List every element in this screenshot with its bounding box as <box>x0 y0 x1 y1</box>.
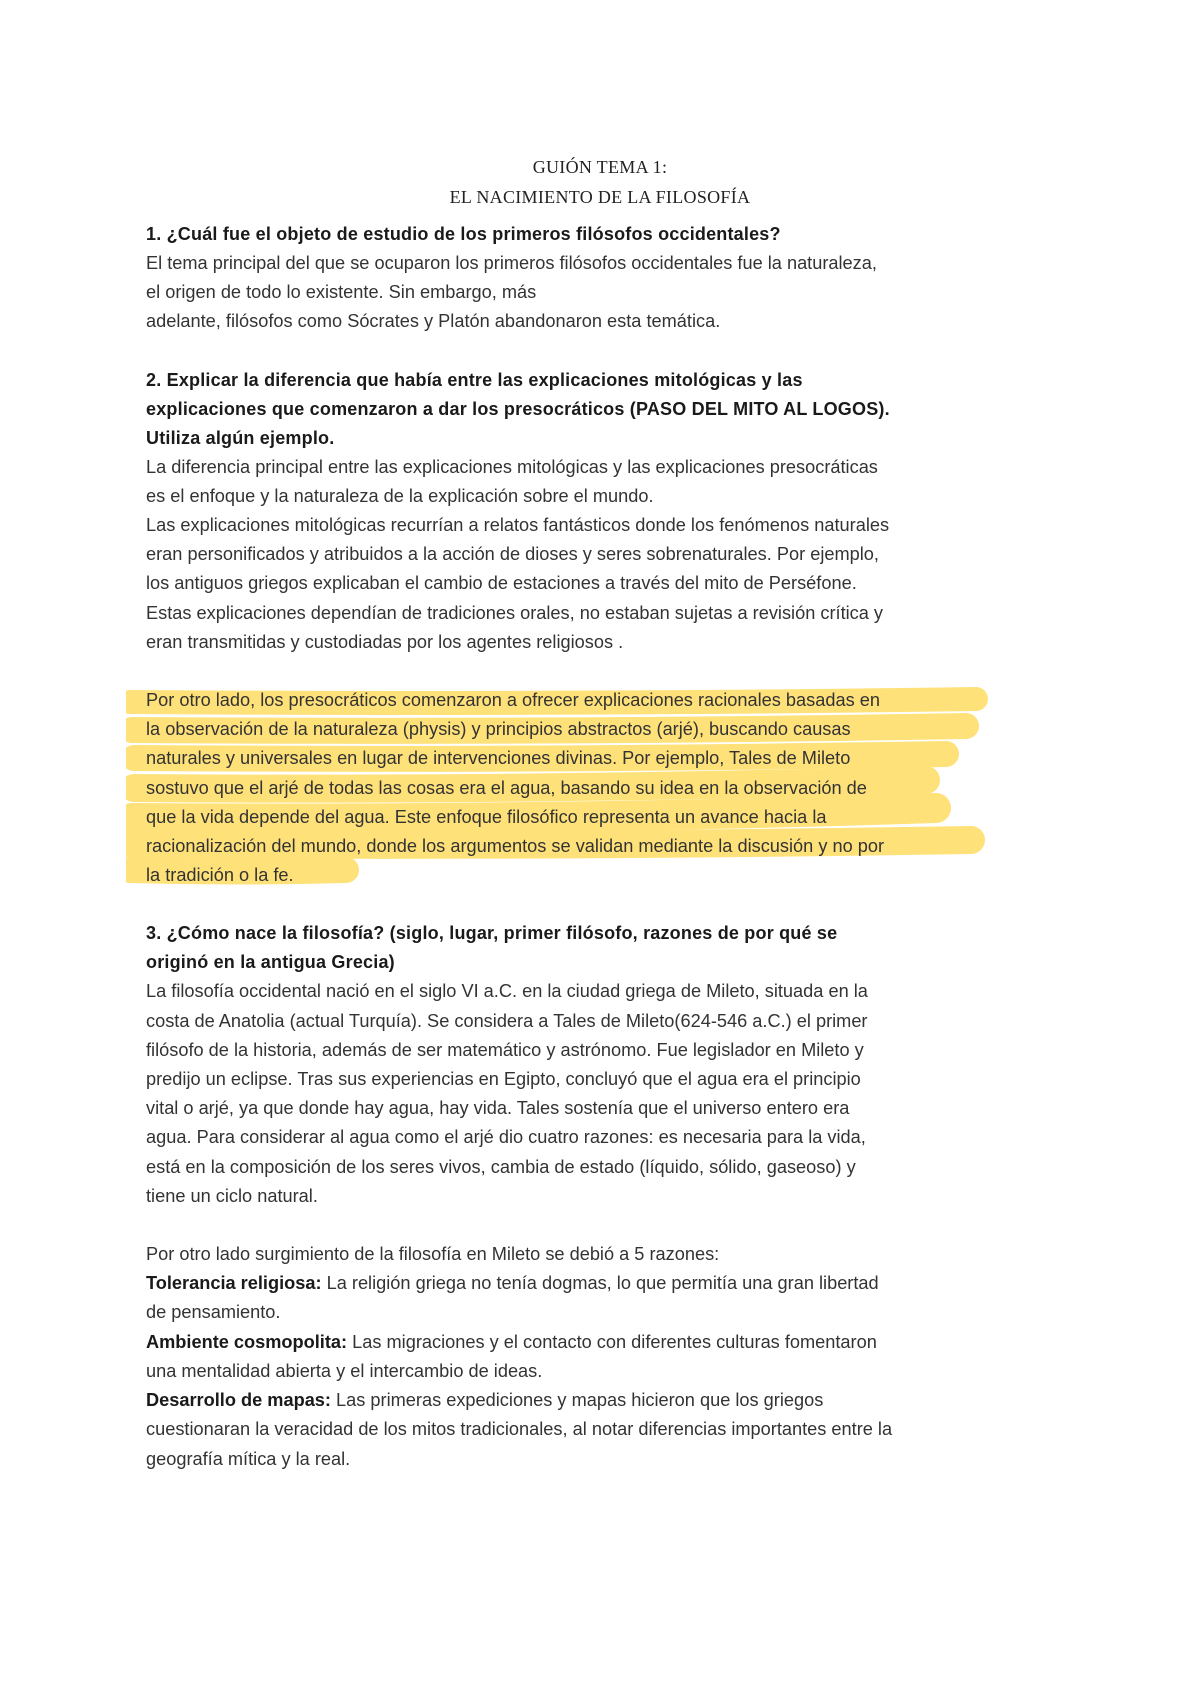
reason-text-line: una mentalidad abierta y el intercambio de ideas. <box>146 1360 543 1381</box>
document-content <box>146 152 1086 1474</box>
answer-2-line: Estas explicaciones dependían de tradiciones orales, no estaban sujetas a revisión crítica y <box>146 602 884 623</box>
question-3-line: originó en la antigua Grecia) <box>146 952 395 973</box>
reason-item <box>146 1386 1086 1415</box>
spacer <box>146 1211 1086 1240</box>
highlighted-line: que la vida depende del agua. Este enfoque filosófico representa un avance hacia la <box>146 806 827 827</box>
answer-3-line: filósofo de la historia, además de ser matemático y astrónomo. Fue legislador en Mileto y <box>146 1039 864 1060</box>
highlighted-paragraph <box>146 686 1086 890</box>
spacer <box>146 337 1086 366</box>
answer-2-line: La diferencia principal entre las explicaciones mitológicas y las explicaciones presocráticas <box>146 456 878 477</box>
reason-label: Tolerancia religiosa: <box>146 1273 322 1294</box>
section-1 <box>146 220 1086 337</box>
reasons-intro: Por otro lado surgimiento de la filosofía en Mileto se debió a 5 razones: <box>146 1244 720 1265</box>
answer-2-line: es el enfoque y la naturaleza de la explicación sobre el mundo. <box>146 485 654 506</box>
answer-3-line: vital o arjé, ya que donde hay agua, hay vida. Tales sostenía que el universo entero era <box>146 1098 850 1119</box>
answer-1-line: adelante, filósofos como Sócrates y Platón abandonaron esta temática. <box>146 311 721 332</box>
answer-3-line: está en la composición de los seres vivos, cambia de estado (líquido, sólido, gaseoso) y <box>146 1156 856 1177</box>
answer-2-line: los antiguos griegos explicaban el cambio de estaciones a través del mito de Perséfone. <box>146 573 857 594</box>
reason-label: Desarrollo de mapas: <box>146 1390 331 1411</box>
reason-text-line: cuestionaran la veracidad de los mitos tradicionales, al notar diferencias importantes entre la <box>146 1419 893 1440</box>
document-title <box>0 152 1200 212</box>
question-2-line: explicaciones que comenzaron a dar los presocráticos (PASO DEL MITO AL LOGOS). <box>146 398 890 419</box>
reason-item <box>146 1269 1086 1298</box>
highlighted-line: la tradición o la fe. <box>146 865 294 886</box>
answer-2-line: eran personificados y atribuidos a la acción de dioses y seres sobrenaturales. Por ejemplo, <box>146 544 879 565</box>
reason-text: Las primeras expediciones y mapas hicieron que los griegos <box>330 1390 824 1411</box>
highlighted-line: sostuvo que el arjé de todas las cosas era el agua, basando su idea en la observación de <box>146 777 867 798</box>
answer-3-line: agua. Para considerar al agua como el arjé dio cuatro razones: es necesaria para la vida, <box>146 1127 866 1148</box>
answer-1-line: El tema principal del que se ocuparon los primeros filósofos occidentales fue la naturaleza, <box>146 253 877 273</box>
reason-item <box>146 1328 1086 1357</box>
reason-text: La religión griega no tenía dogmas, lo que permitía una gran libertad <box>321 1273 879 1294</box>
title-line-1: GUIÓN TEMA 1: <box>532 157 668 177</box>
section-3 <box>146 919 1086 1473</box>
spacer <box>146 657 1086 686</box>
highlighted-line: la observación de la naturaleza (physis) y principios abstractos (arjé), buscando causas <box>146 719 851 740</box>
section-2 <box>146 366 1086 891</box>
answer-3-line: costa de Anatolia (actual Turquía). Se considera a Tales de Mileto(624-546 a.C.) el primer <box>146 1010 868 1031</box>
title-line-2: EL NACIMIENTO DE LA FILOSOFÍA <box>449 187 751 207</box>
question-1: 1. ¿Cuál fue el objeto de estudio de los primeros filósofos occidentales? <box>146 224 781 244</box>
highlighted-line: naturales y universales en lugar de intervenciones divinas. Por ejemplo, Tales de Mileto <box>146 748 851 769</box>
answer-2-line: eran transmitidas y custodiadas por los agentes religiosos . <box>146 631 624 652</box>
reason-label: Ambiente cosmopolita: <box>146 1331 348 1352</box>
question-3-line: 3. ¿Cómo nace la filosofía? (siglo, lugar, primer filósofo, razones de por qué se <box>146 923 838 944</box>
spacer <box>146 890 1086 919</box>
question-2-line: Utiliza algún ejemplo. <box>146 427 335 448</box>
answer-2-line: Las explicaciones mitológicas recurrían a relatos fantásticos donde los fenómenos naturales <box>146 515 890 536</box>
answer-3-line: predijo un eclipse. Tras sus experiencias en Egipto, concluyó que el agua era el principio <box>146 1069 861 1090</box>
question-2-line: 2. Explicar la diferencia que había entre las explicaciones mitológicas y las <box>146 369 803 390</box>
answer-3-line: tiene un ciclo natural. <box>146 1185 318 1206</box>
reason-text: Las migraciones y el contacto con diferentes culturas fomentaron <box>347 1331 877 1352</box>
reason-text-line: de pensamiento. <box>146 1302 281 1323</box>
reason-text-line: geografía mítica y la real. <box>146 1448 351 1469</box>
answer-1-line: el origen de todo lo existente. Sin embargo, más <box>146 282 537 303</box>
highlighted-line: racionalización del mundo, donde los argumentos se validan mediante la discusión y no por <box>146 836 885 857</box>
highlighted-line: Por otro lado, los presocráticos comenzaron a ofrecer explicaciones racionales basadas en <box>146 690 880 711</box>
answer-3-line: La filosofía occidental nació en el siglo VI a.C. en la ciudad griega de Mileto, situada en la <box>146 981 868 1002</box>
